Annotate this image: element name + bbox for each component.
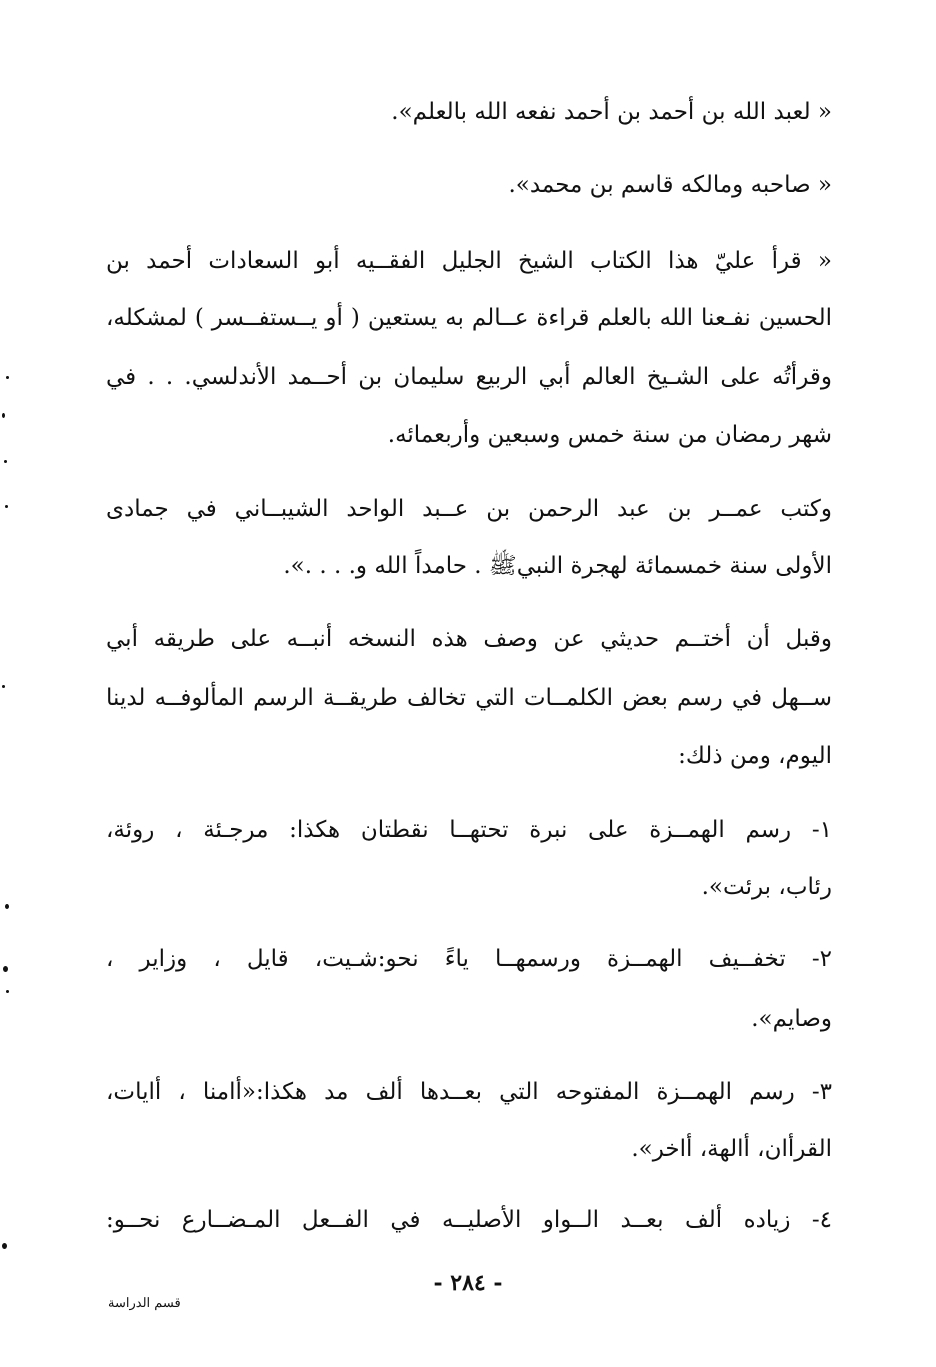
scan-speck (3, 966, 8, 972)
scan-speck (5, 505, 8, 508)
scan-speck (2, 685, 5, 688)
list-item-4-line-1: ٤- زياده ألف بعــد الــواو الأصليــه في الفــعل المـضــارع نحــو: (106, 1207, 832, 1233)
text-line-9: وقبل أن أختــم حديثي عن وصف هذه النسخه أنبــه على طريقه أبي (106, 626, 832, 652)
list-item-2-line-2: وصايم». (751, 1006, 832, 1032)
text-line-3: « قرأ عليّ هذا الكتاب الشيخ الجليل الفقــيه أبو السعادات أحمد بن (106, 248, 832, 274)
text-line-8: الأولى سنة خمسمائة لهجرة النبيﷺ . حامداً الله و. . . .». (283, 553, 832, 579)
scan-speck (6, 990, 9, 993)
text-line-1: « لعبد الله بن أحمد بن أحمد نفعه الله بالعلم». (391, 99, 832, 125)
scan-speck (2, 1243, 7, 1249)
list-item-1-line-2: رئاب، برئت». (701, 874, 832, 900)
text-line-4: الحسين نفـعنا الله بالعلم قراءة عــالم به يستعين ( أو يــستفــسر ) لمشكله، (106, 305, 832, 331)
section-label: قسم الدراسة (108, 1296, 181, 1311)
scan-speck (6, 376, 9, 379)
scan-speck (2, 413, 5, 418)
text-line-10: ســهل في رسم بعض الكلمــات التي تخالف طريقــة الرسم المألوفــه لدينا (106, 685, 832, 711)
text-line-6: شهر رمضان من سنة خمس وسبعين وأربعمائه. (387, 422, 832, 448)
list-item-1-line-1: ١- رسم الهمــزة على نبرة تحتهــا نقطتان هكذا: مرجـئة ، روئة، (106, 817, 832, 843)
text-line-11: اليوم، ومن ذلك: (678, 743, 832, 769)
text-line-2: « صاحبه ومالكه قاسم بن محمد». (508, 172, 832, 198)
scan-speck (5, 904, 9, 909)
list-item-2-line-1: ٢- تخفــيف الهمــزة ورسمهــا ياءً نحو:شـيت، قايل ، وزاير ، (106, 946, 832, 972)
list-item-3-line-2: القرأان، أالهة، أاخر». (631, 1136, 832, 1162)
text-line-7: وكتب عمــر بن عبد الرحمن بن عــبد الواحد الشيبــاني في جمادى (106, 496, 832, 522)
page-number: - ٢٨٤ - (433, 1270, 503, 1296)
text-line-5: وقرأتُه على الشـيخ العالم أبي الربيع سليمان بن أحــمد الأندلسي. . . في (106, 364, 832, 390)
list-item-3-line-1: ٣- رسم الهمــزة المفتوحه التي بعــدها ألف مد هكذا:«أامنا ، أايات، (106, 1079, 832, 1105)
scan-speck (4, 460, 7, 463)
